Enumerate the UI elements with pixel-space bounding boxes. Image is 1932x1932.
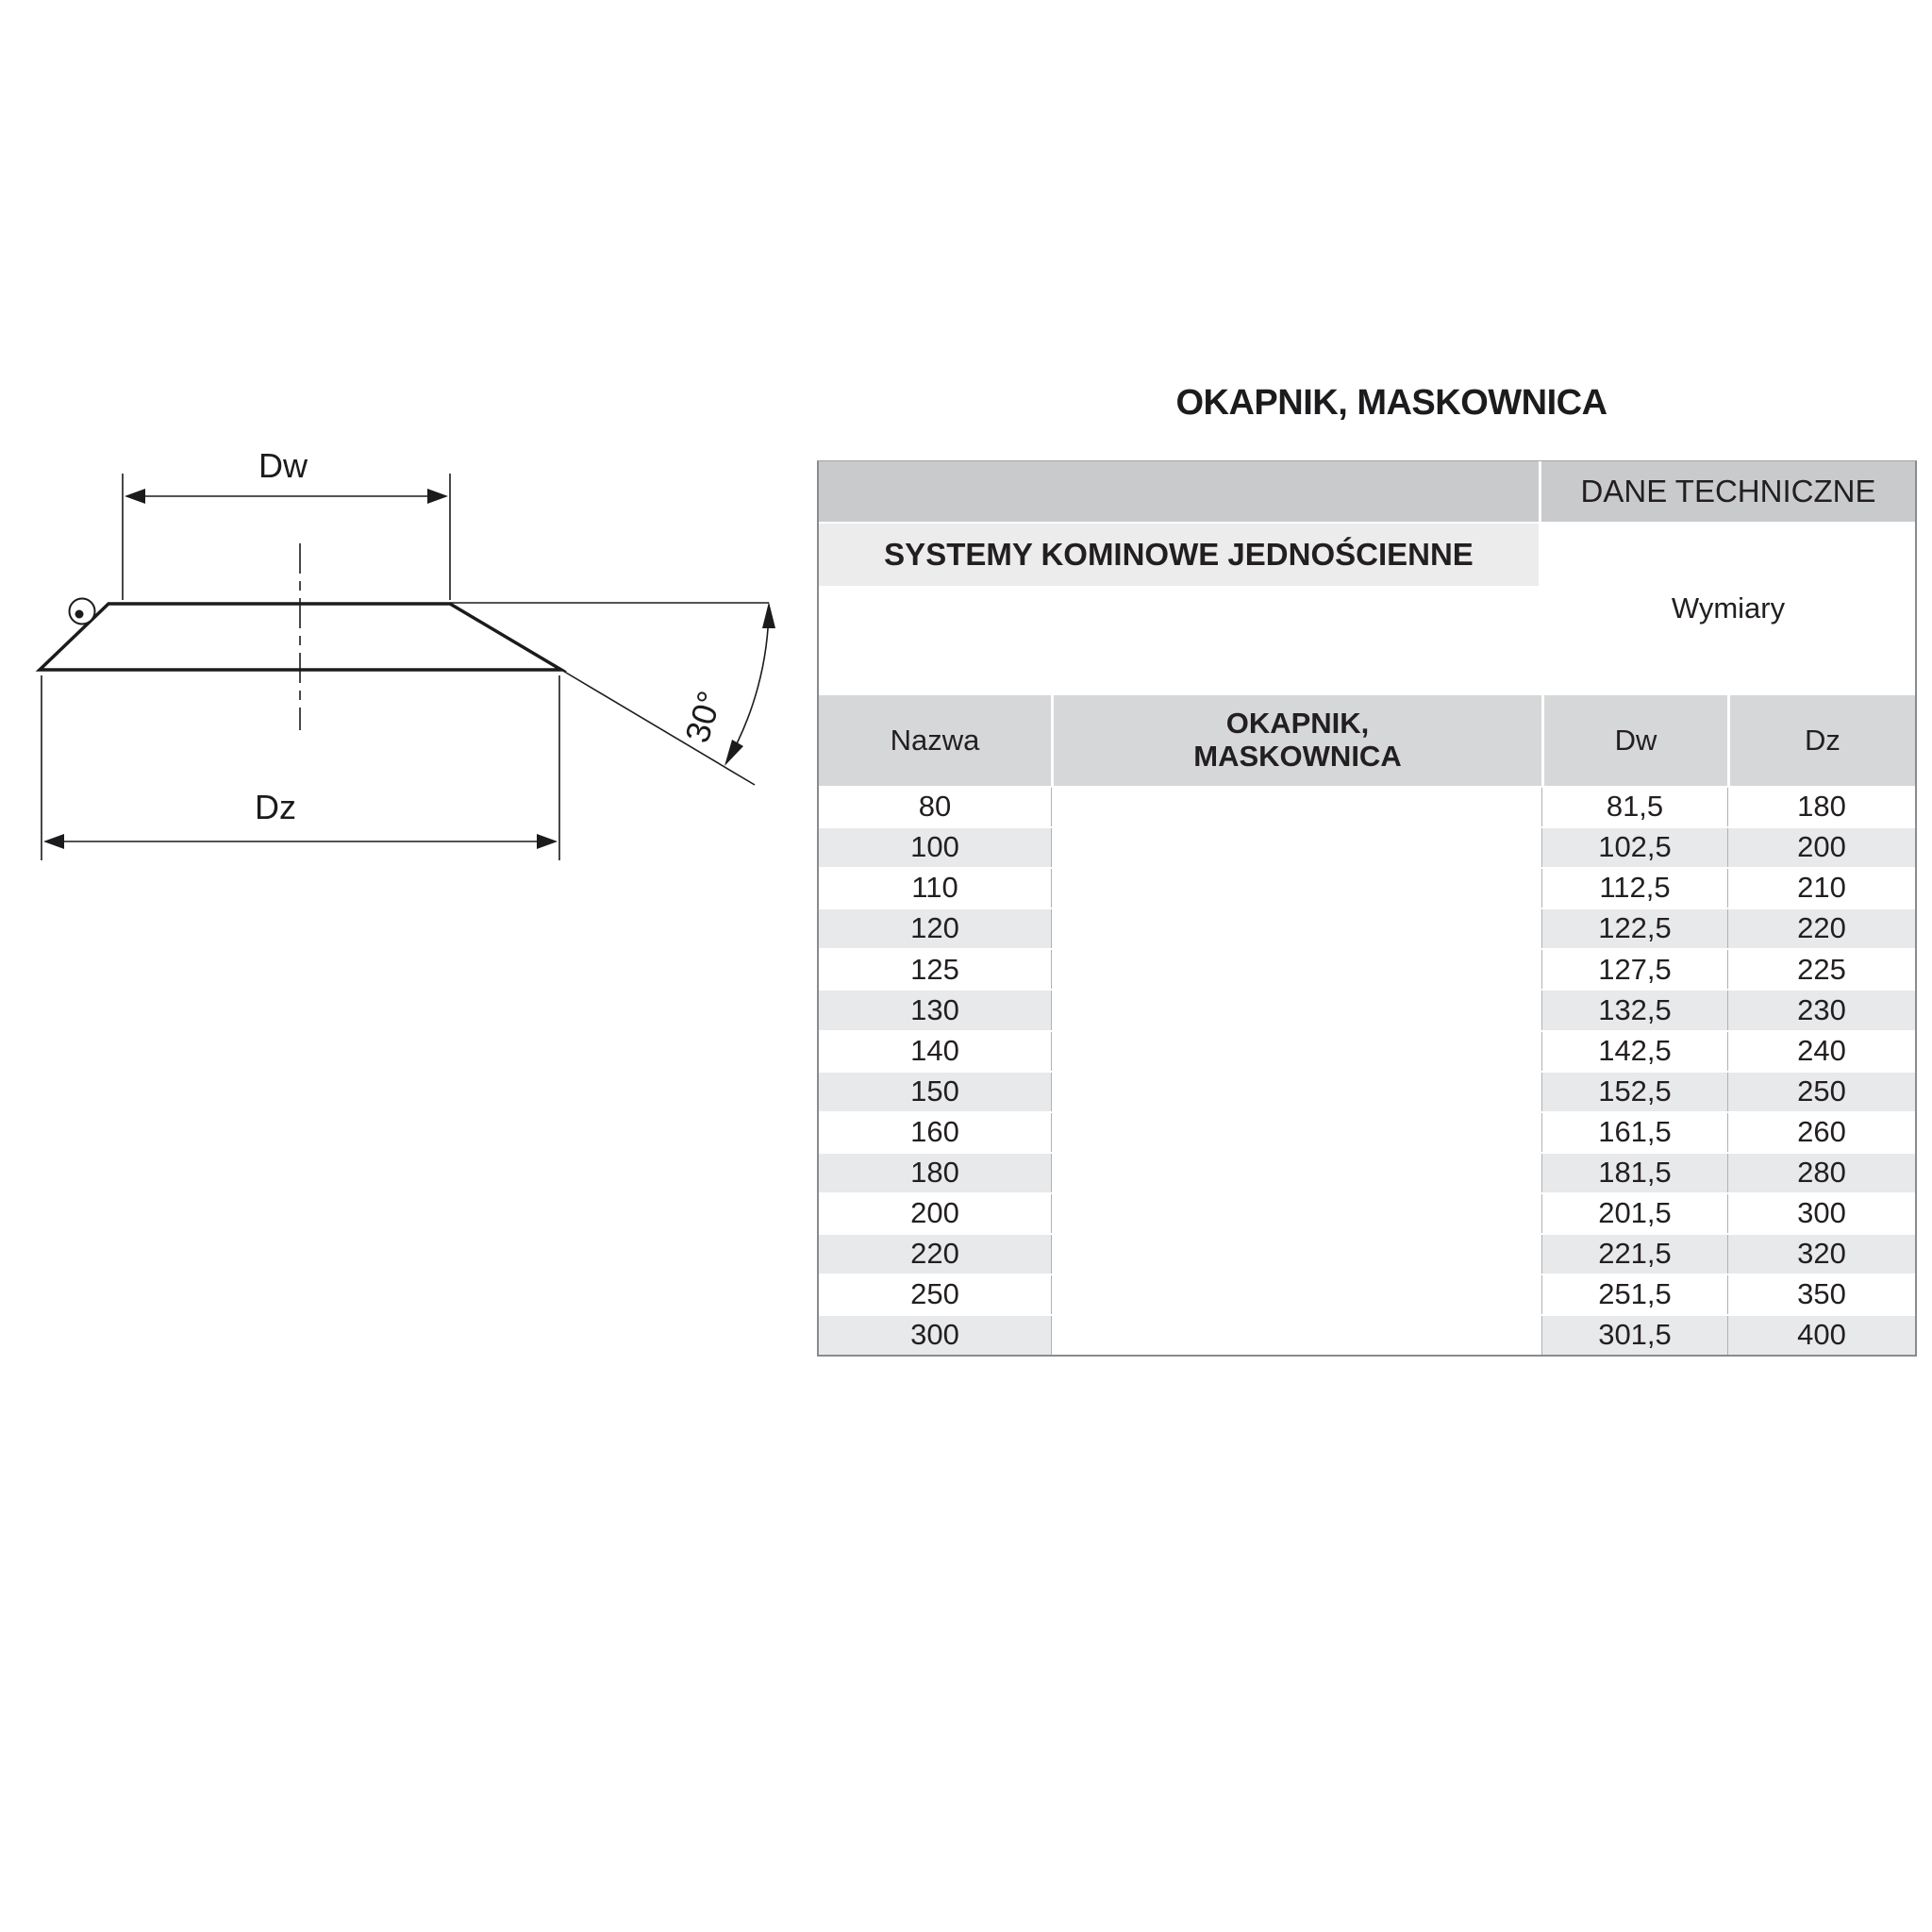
row-product-cell xyxy=(1051,1073,1541,1111)
dw-arrow-left xyxy=(125,489,145,504)
dz-dimension-label: Dz xyxy=(255,788,296,826)
spec-table xyxy=(817,460,1917,1357)
row-product-cell xyxy=(1051,950,1541,989)
row-dw: 181,5 xyxy=(1541,1154,1727,1192)
row-name: 140 xyxy=(819,1032,1051,1071)
row-product-cell xyxy=(1051,1235,1541,1274)
row-dz: 350 xyxy=(1727,1275,1915,1314)
row-dw: 221,5 xyxy=(1541,1235,1727,1274)
row-dw: 102,5 xyxy=(1541,828,1727,867)
row-dw: 122,5 xyxy=(1541,909,1727,948)
row-name: 150 xyxy=(819,1073,1051,1111)
row-product-cell xyxy=(1051,869,1541,908)
rolled-edge-dot xyxy=(75,610,84,619)
row-name: 125 xyxy=(819,950,1051,989)
technical-drawing xyxy=(0,0,849,924)
row-product-cell xyxy=(1051,828,1541,867)
dw-arrow-right xyxy=(427,489,448,504)
row-product-cell xyxy=(1051,1194,1541,1233)
row-dz: 220 xyxy=(1727,909,1915,948)
row-dw: 251,5 xyxy=(1541,1275,1727,1314)
tech-data-header: DANE TECHNICZNE xyxy=(1541,461,1915,522)
column-header-name: Nazwa xyxy=(819,695,1051,786)
dz-arrow-left xyxy=(43,834,64,849)
row-dz: 225 xyxy=(1727,950,1915,989)
spec-table-grid xyxy=(819,461,1915,1355)
row-dw: 201,5 xyxy=(1541,1194,1727,1233)
row-dz: 400 xyxy=(1727,1316,1915,1355)
row-dw: 161,5 xyxy=(1541,1113,1727,1152)
row-name: 300 xyxy=(819,1316,1051,1355)
row-dz: 250 xyxy=(1727,1073,1915,1111)
row-product-cell xyxy=(1051,1316,1541,1355)
row-dw: 132,5 xyxy=(1541,991,1727,1029)
row-product-cell xyxy=(1051,909,1541,948)
dw-dimension-label: Dw xyxy=(258,446,308,485)
row-name: 120 xyxy=(819,909,1051,948)
row-dw: 152,5 xyxy=(1541,1073,1727,1111)
page-title: OKAPNIK, MASKOWNICA xyxy=(1175,383,1607,423)
dz-arrow-right xyxy=(537,834,558,849)
row-dw: 112,5 xyxy=(1541,869,1727,908)
row-dz: 320 xyxy=(1727,1235,1915,1274)
row-product-cell xyxy=(1051,1113,1541,1152)
row-dz: 280 xyxy=(1727,1154,1915,1192)
row-dz: 240 xyxy=(1727,1032,1915,1071)
row-name: 100 xyxy=(819,828,1051,867)
row-dz: 210 xyxy=(1727,869,1915,908)
row-product-cell xyxy=(1051,1275,1541,1314)
column-header-product xyxy=(1051,695,1541,786)
dimensions-header: Wymiary xyxy=(1541,524,1915,693)
row-dz: 230 xyxy=(1727,991,1915,1029)
row-name: 180 xyxy=(819,1154,1051,1192)
row-name: 200 xyxy=(819,1194,1051,1233)
row-name: 220 xyxy=(819,1235,1051,1274)
row-name: 160 xyxy=(819,1113,1051,1152)
column-header-dz: Dz xyxy=(1727,695,1915,786)
row-name: 110 xyxy=(819,869,1051,908)
angle-label: 30° xyxy=(676,686,730,747)
group-header: SYSTEMY KOMINOWE JEDNOŚCIENNE xyxy=(819,524,1541,586)
row-dz: 180 xyxy=(1727,788,1915,826)
row-dw: 81,5 xyxy=(1541,788,1727,826)
top-band-empty-cell xyxy=(819,461,1541,522)
row-name: 80 xyxy=(819,788,1051,826)
angle-arrow-top xyxy=(762,602,775,628)
row-dw: 301,5 xyxy=(1541,1316,1727,1355)
row-dw: 127,5 xyxy=(1541,950,1727,989)
column-header-product-label: OKAPNIK, MASKOWNICA xyxy=(1193,707,1402,773)
row-name: 130 xyxy=(819,991,1051,1029)
row-dz: 200 xyxy=(1727,828,1915,867)
row-dz: 300 xyxy=(1727,1194,1915,1233)
angle-arc xyxy=(726,606,769,763)
row-product-cell xyxy=(1051,1032,1541,1071)
group-empty-cell xyxy=(819,588,1541,693)
row-dz: 260 xyxy=(1727,1113,1915,1152)
row-product-cell xyxy=(1051,1154,1541,1192)
column-header-dw: Dw xyxy=(1541,695,1727,786)
row-name: 250 xyxy=(819,1275,1051,1314)
slope-extension-line xyxy=(561,670,755,785)
row-product-cell xyxy=(1051,991,1541,1029)
angle-arrow-bottom xyxy=(724,740,743,766)
row-dw: 142,5 xyxy=(1541,1032,1727,1071)
row-product-cell xyxy=(1051,788,1541,826)
